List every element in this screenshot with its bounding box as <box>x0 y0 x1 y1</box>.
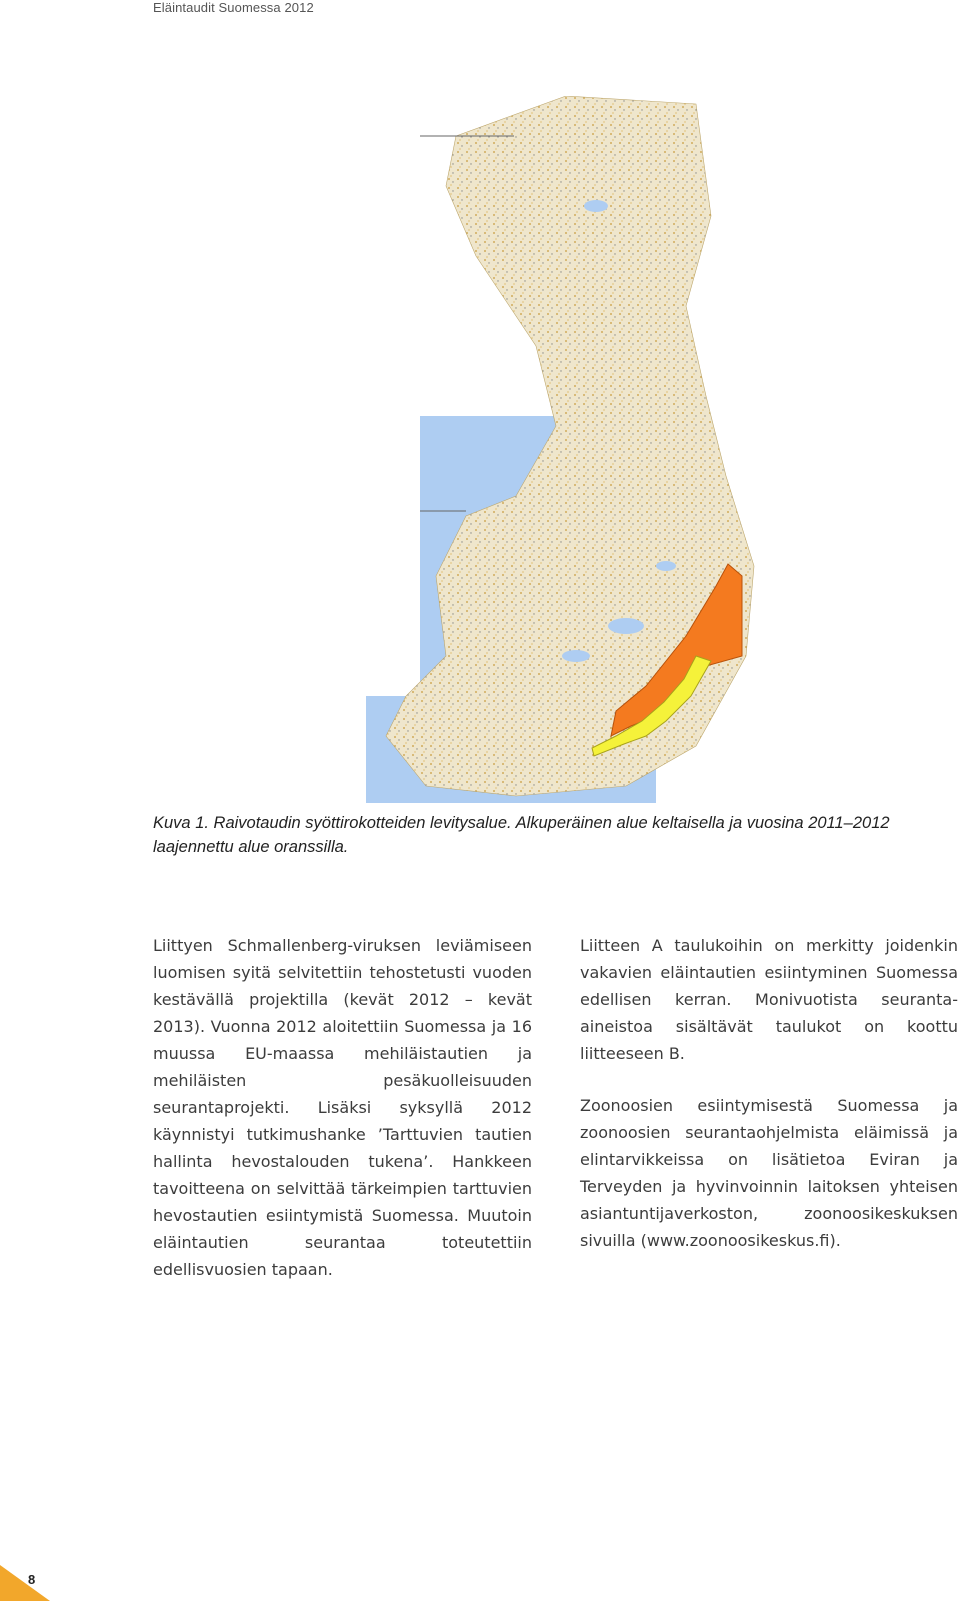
lake <box>584 200 608 212</box>
text-column-left <box>153 932 532 1308</box>
lake <box>608 618 644 634</box>
finland-map-figure <box>366 96 762 803</box>
paragraph: Liitteen A taulukoihin on merkitty joidenkin vakavien eläintautien esiintyminen Suomessa edellisen kerran. Monivuotista seuranta-aineistoa sisältävät taulukot on koottu liitteeseen B. <box>580 936 958 1063</box>
running-header: Eläintaudit Suomessa 2012 <box>153 0 314 15</box>
paragraph: Zoonoosien esiintymisestä Suomessa ja zoonoosien seurantaohjelmista eläimissä ja elintarvikkeissa on lisätietoa Eviran ja Terveyden ja hyvinvoinnin laitoksen yhteisen asiantuntijaverkoston, zoonoosikeskuksen sivuilla (www.zoonoosikeskus.fi). <box>580 1096 958 1250</box>
page-number: 8 <box>28 1572 36 1587</box>
figure-caption: Kuva 1. Raivotaudin syöttirokotteiden levitysalue. Alkuperäinen alue keltaisella ja vuosina 2011–2012 laajennettu alue oranssilla. <box>153 814 890 856</box>
paragraph: Liittyen Schmallenberg-viruksen leviämiseen luomisen syitä selvitettiin tehostetusti vuoden kestävällä projektilla (kevät 2012 – kevät 2013). Vuonna 2012 aloitettiin Suomessa ja 16 muussa EU-maassa mehiläistautien ja mehiläisten pesäkuolleisuuden seurantaprojekti. Lisäksi syksyllä 2012 käynnistyi tutkimushanke ’Tarttuvien tautien hallinta hevostalouden tukena’. Hankkeen tavoitteena on selvittää tärkeimpien tarttuvien hevostautien esiintymistä Suomessa. Muutoin eläintautien seurantaa toteutettiin edellisvuosien tapaan. <box>153 936 532 1279</box>
lake <box>562 650 590 662</box>
page-number-tab <box>0 1565 50 1601</box>
text-column-right <box>580 932 958 1279</box>
lake <box>656 561 676 571</box>
